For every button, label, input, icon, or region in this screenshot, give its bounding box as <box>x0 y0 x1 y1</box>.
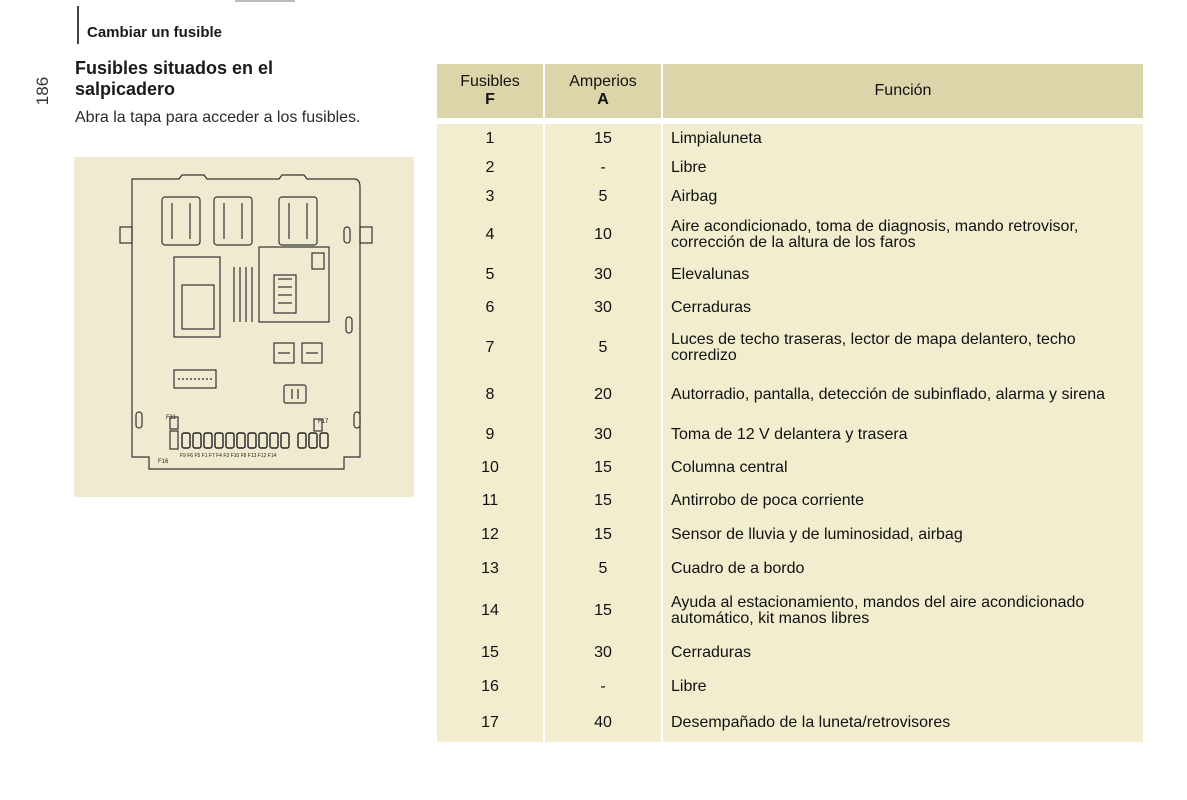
fuse-number: 7 <box>437 324 544 371</box>
fuse-number: 5 <box>437 258 544 291</box>
sub-heading: Fusibles situados en el salpicadero <box>75 58 274 99</box>
header-amps-sub: A <box>597 91 609 108</box>
table-row <box>437 670 1143 704</box>
fuse-function: Cuadro de a bordo <box>662 552 1143 586</box>
fuse-function: Ayuda al estacionamiento, mandos del aire acondicionado automático, kit manos libres <box>662 586 1143 636</box>
fuse-amps: 30 <box>544 418 662 451</box>
fuse-amps: 10 <box>544 211 662 258</box>
table-row <box>437 211 1143 258</box>
label-f11: F11 <box>166 415 176 421</box>
fuse-function: Desempañado de la luneta/retrovisores <box>662 704 1143 742</box>
fuse-number: 9 <box>437 418 544 451</box>
fuse-number: 6 <box>437 291 544 324</box>
section-rule <box>77 6 79 44</box>
fuse-amps: 5 <box>544 552 662 586</box>
fuse-number: 1 <box>437 124 544 153</box>
fuse-function: Libre <box>662 153 1143 182</box>
fuse-function: Toma de 12 V delantera y trasera <box>662 418 1143 451</box>
fuse-table <box>437 64 1143 742</box>
header-function: Función <box>662 64 1143 118</box>
fuse-number: 13 <box>437 552 544 586</box>
header-fuse <box>437 64 544 118</box>
fuse-number: 4 <box>437 211 544 258</box>
header-amps-label: Amperios <box>569 73 637 90</box>
table-row <box>437 124 1143 153</box>
fusebox-diagram <box>74 157 414 497</box>
fuse-number: 2 <box>437 153 544 182</box>
table-row <box>437 636 1143 670</box>
table-row <box>437 552 1143 586</box>
fuse-number: 17 <box>437 704 544 742</box>
fuse-amps: 30 <box>544 258 662 291</box>
fuse-function: Columna central <box>662 451 1143 484</box>
fuse-function: Cerraduras <box>662 636 1143 670</box>
fuse-number: 15 <box>437 636 544 670</box>
fuse-number: 12 <box>437 518 544 552</box>
fuse-function: Antirrobo de poca corriente <box>662 484 1143 518</box>
label-f17: F17 <box>318 419 329 425</box>
top-decorative-rule <box>235 0 295 2</box>
header-fuse-sub: F <box>485 91 495 108</box>
fuse-number: 10 <box>437 451 544 484</box>
fuse-function: Libre <box>662 670 1143 704</box>
fuse-amps: 15 <box>544 484 662 518</box>
fuse-number: 14 <box>437 586 544 636</box>
fuse-function: Sensor de lluvia y de luminosidad, airbag <box>662 518 1143 552</box>
fuse-function: Luces de techo traseras, lector de mapa delantero, techo corredizo <box>662 324 1143 371</box>
fuse-amps: 20 <box>544 371 662 418</box>
table-row <box>437 258 1143 291</box>
intro-text: Abra la tapa para acceder a los fusibles. <box>75 109 361 126</box>
fuse-amps: 30 <box>544 636 662 670</box>
table-row <box>437 418 1143 451</box>
table-row <box>437 324 1143 371</box>
table-row <box>437 371 1143 418</box>
table-row <box>437 586 1143 636</box>
fuse-function: Elevalunas <box>662 258 1143 291</box>
fuse-amps: 15 <box>544 518 662 552</box>
fuse-amps: 5 <box>544 182 662 211</box>
fuse-amps: 15 <box>544 451 662 484</box>
table-row <box>437 704 1143 742</box>
fuse-amps: 15 <box>544 586 662 636</box>
table-row <box>437 291 1143 324</box>
table-row <box>437 518 1143 552</box>
page-number: 186 <box>33 76 52 106</box>
fuse-number: 11 <box>437 484 544 518</box>
label-f16: F16 <box>158 459 169 465</box>
fuse-amps: 5 <box>544 324 662 371</box>
fuse-function: Aire acondicionado, toma de diagnosis, mando retrovisor, corrección de la altura de los faros <box>662 211 1143 258</box>
table-row <box>437 451 1143 484</box>
table-row <box>437 484 1143 518</box>
table-row <box>437 153 1143 182</box>
header-amps <box>544 64 662 118</box>
table-header-row <box>437 64 1143 118</box>
fuse-number: 16 <box>437 670 544 704</box>
fuse-function: Limpialuneta <box>662 124 1143 153</box>
fuse-amps: - <box>544 153 662 182</box>
section-title: Cambiar un fusible <box>87 24 223 41</box>
fuse-amps: 40 <box>544 704 662 742</box>
fuse-function: Airbag <box>662 182 1143 211</box>
fuse-number: 3 <box>437 182 544 211</box>
fuse-amps: 15 <box>544 124 662 153</box>
fuse-amps: - <box>544 670 662 704</box>
fusebox-drawing <box>74 157 414 497</box>
fuse-amps: 30 <box>544 291 662 324</box>
label-fuse-row: F9 F6 F5 F1 F7 F4 F3 F10 F8 F13 F12 F14 <box>180 453 277 459</box>
fuse-function: Autorradio, pantalla, detección de subinflado, alarma y sirena <box>662 371 1143 418</box>
header-fuse-label: Fusibles <box>460 73 520 90</box>
table-row <box>437 182 1143 211</box>
fuse-function: Cerraduras <box>662 291 1143 324</box>
fuse-number: 8 <box>437 371 544 418</box>
